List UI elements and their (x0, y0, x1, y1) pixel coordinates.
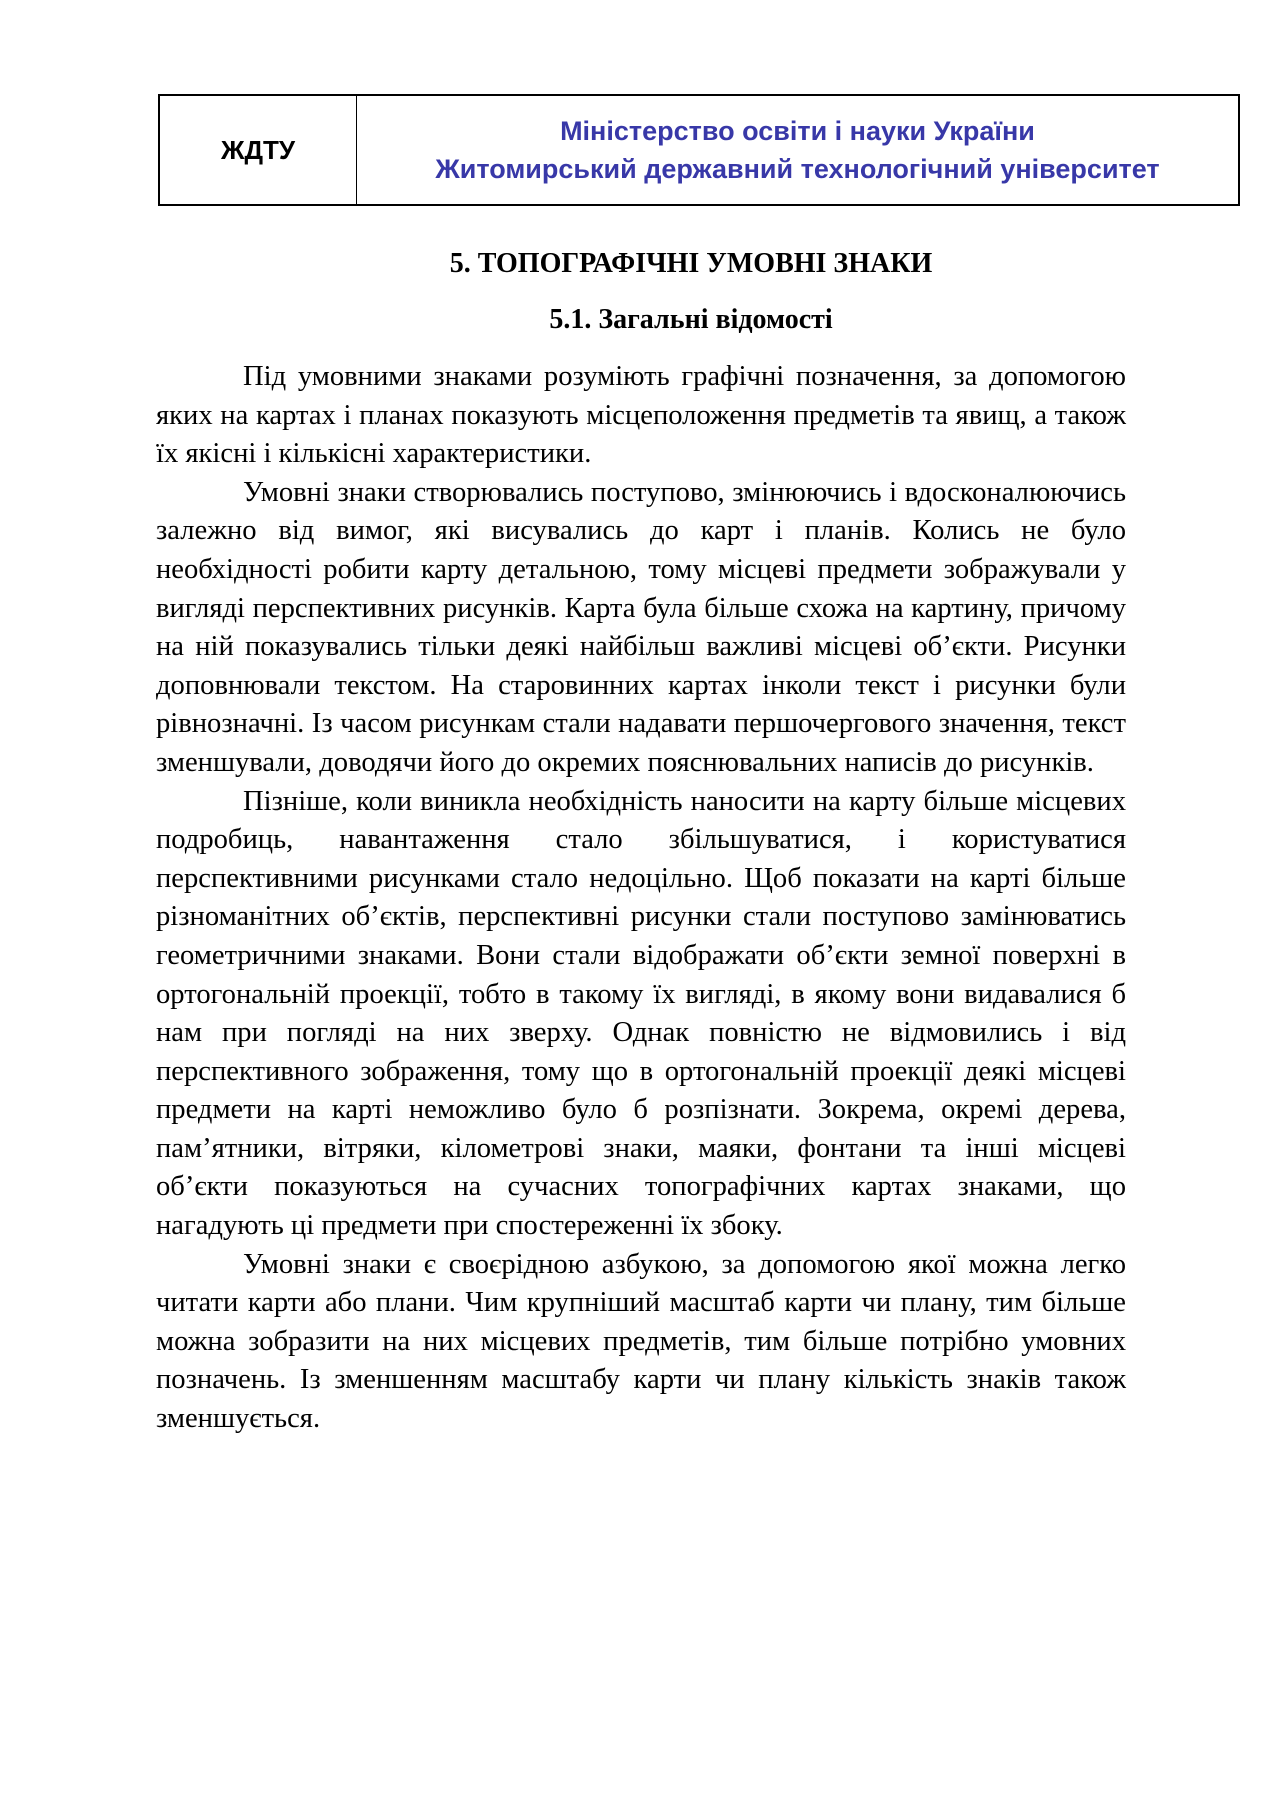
paragraph-1: Під умовними знаками розуміють графічні позначення, за допомогою яких на картах і планах показують місцеположення предметів та явищ, а також їх якісні і кількісні характеристики. (156, 361, 1126, 470)
paragraph-2: Умовні знаки створювались поступово, змінюючись і вдосконалюючись залежно від вимог, які висувались до карт і планів. Колись не було необхідності робити карту детальною, тому місцеві предмети зображували у вигляді перспективних рисунків. Карта була більше схожа на картину, причому на ній показувались тільки деякі найбільш важливі місцеві об’єкти. Рисунки доповнювали текстом. На старовинних картах інколи текст і рисунки були рівнозначні. Із часом рисункам стали надавати першочергового значення, текст зменшували, доводячи його до окремих пояснювальних написів до рисунків. (156, 476, 1126, 778)
body-text (156, 358, 1126, 1439)
document-body (156, 244, 1126, 1439)
chapter-title: 5. ТОПОГРАФІЧНІ УМОВНІ ЗНАКИ (449, 248, 933, 279)
ministry-name: Міністерство освіти і науки України (560, 116, 1035, 146)
section-title: 5.1. Загальні відомості (549, 304, 833, 335)
university-abbreviation-cell (159, 95, 357, 205)
paragraph-3: Пізніше, коли виникла необхідність наносити на карту більше місцевих подробиць, навантаження стало збільшуватися, і користуватися перспективними рисунками стало недоцільно. Щоб показати на карті більше різноманітних об’єктів, перспективні рисунки стали поступово замінюватись геометричними знаками. Вони стали відображати об’єкти земної поверхні в ортогональній проекції, тобто в такому їх вигляді, в якому вони видавалися б нам при погляді на них зверху. Однак повністю не відмовились і від перспективного зображення, тому що в ортогональній проекції деякі місцеві предмети на карті неможливо було б розпізнати. Зокрема, окремі дерева, пам’ятники, вітряки, кілометрові знаки, маяки, фонтани та інші місцеві об’єкти показуються на сучасних топографічних картах знаками, що нагадують ці предмети при спостереженні їх збоку. (156, 785, 1126, 1242)
document-header-table (158, 94, 1240, 206)
university-abbreviation: ЖДТУ (220, 134, 296, 165)
university-name: Житомирський державний технологічний університет (435, 154, 1160, 184)
institution-name-cell (357, 95, 1240, 205)
paragraph-4: Умовні знаки є своєрідною азбукою, за допомогою якої можна легко читати карти або плани. Чим крупніший масштаб карти чи плану, тим більше можна зобразити на них місцевих предметів, тим більше потрібно умовних позначень. Із зменшенням масштабу карти чи плану кількість знаків також зменшується. (156, 1248, 1126, 1435)
